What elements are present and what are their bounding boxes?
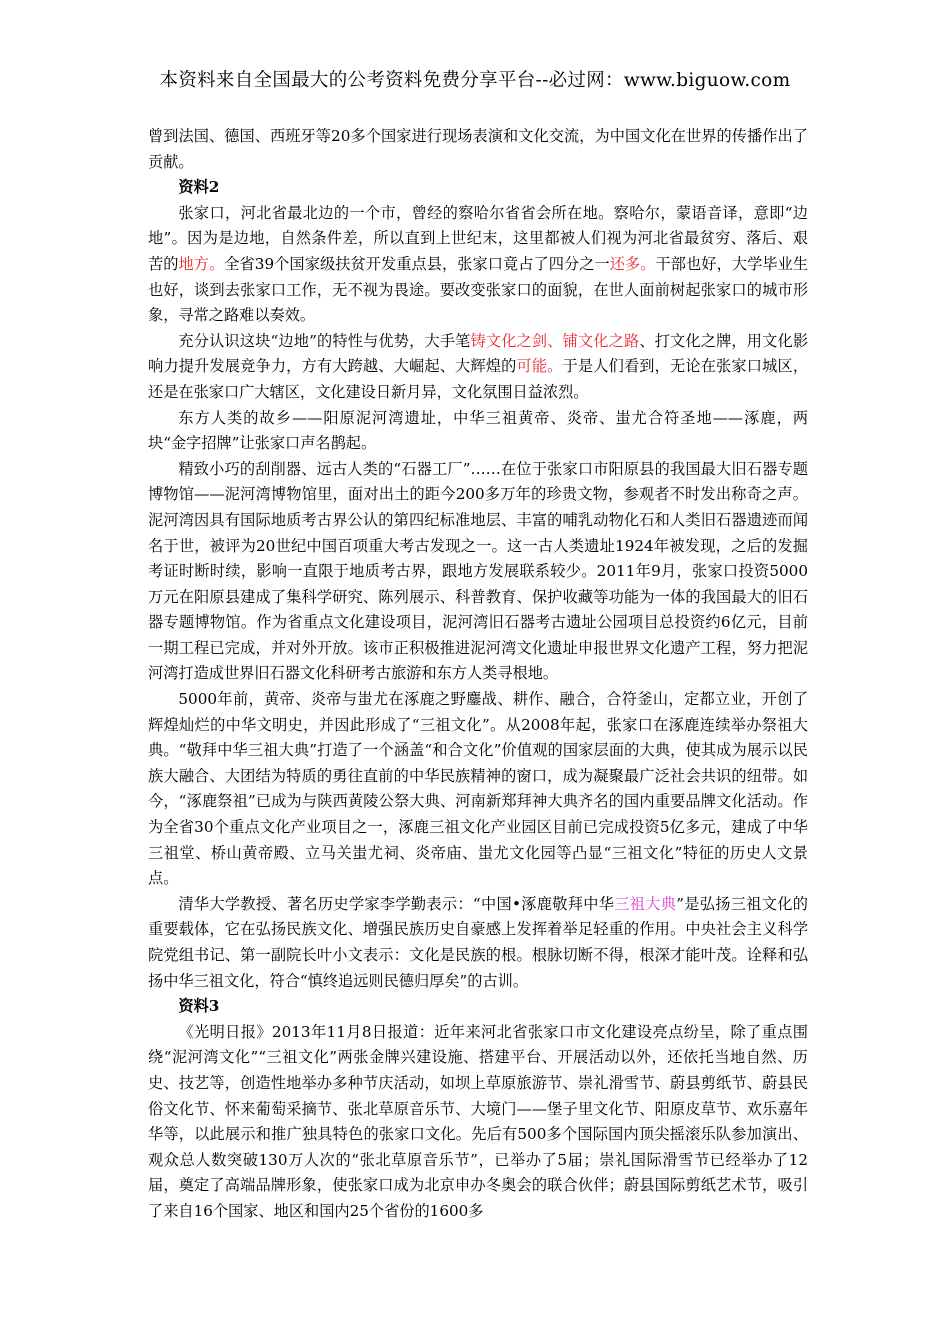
paragraph-1-text-c: 全省39个国家级扶贫开发重点县，张家口竟占了四分之一: [224, 254, 610, 273]
paragraph-4: 精致小巧的刮削器、远古人类的“石器工厂”……在位于张家口市阳原县的我国最大旧石器专题博物馆——泥河湾博物馆里，面对出土的距今200多万年的珍贵文物，参观者不时发出称奇之声。泥河湾因具有国际地质考古界公认的第四纪标准地层、丰富的哺乳动物化石和人类旧石器遗迹而闻名于世，被评为20世纪中国百项重大考古发现之一。这一古人类遗址1924年被发现，之后的发掘考证时断时续，影响一直限于地质考古界，跟地方发展联系较少。2011年9月，张家口投资5000万元在阳原县建成了集科学研究、陈列展示、科普教育、保护收藏等功能为一体的我国最大的旧石器专题博物馆。作为省重点文化建设项目，泥河湾旧石器考古遗址公园项目总投资约6亿元，目前一期工程已完成，并对外开放。该市正积极推进泥河湾文化遗址申报世界文化遗产工程，努力把泥河湾打造成世界旧石器文化科研考古旅游和东方人类寻根地。: [148, 459, 808, 683]
paragraph-2: [148, 329, 808, 406]
paragraph-1: [148, 201, 808, 329]
paragraph-1-text-e: 干部也好，大学毕业生也好，谈到去张家口工作，无不视为畏途。要改变张家口的面貌，在世人面前树起张家口的城市形象，寻常之路难以奏效。: [148, 254, 809, 325]
paragraph-6-text-c: ”是弘扬三祖文化的重要载体，它在弘扬民族文化、增强民族历史自豪感上发挥着举足轻重的作用。中央社会主义科学院党组书记、第一副院长叶小文表示：文化是民族的根。根脉切断不得，根深才能叶茂。诠释和弘扬中华三祖文化，符合“慎终追远则民德归厚矣”的古训。: [148, 894, 808, 990]
paragraph-2-text-c: 、打文化之牌，用文化影响力提升发展竞争力，方有大跨越、大崛起、大辉煌的: [148, 331, 809, 376]
highlight-haiduo: 还多。: [609, 254, 656, 273]
paragraph-3: 东方人类的故乡——阳原泥河湾遗址，中华三祖黄帝、炎帝、蚩尤合符圣地——涿鹿，两块“金字招牌”让张家口声名鹊起。: [148, 408, 808, 453]
paragraph-5: 5000年前，黄帝、炎帝与蚩尤在涿鹿之野鏖战、耕作、融合，合符釜山，定都立业，开创了辉煌灿烂的中华文明史，并因此形成了“三祖文化”。从2008年起，张家口在涿鹿连续举办祭祖大典。“敬拜中华三祖大典”打造了一个涵盖“和合文化”价值观的国家层面的大典，使其成为展示以民族大融合、大团结为特质的勇往直前的中华民族精神的窗口，成为凝聚最广泛社会共识的纽带。如今，“涿鹿祭祖”已成为与陕西黄陵公祭大典、河南新郑拜神大典齐名的国内重要品牌文化活动。作为全省30个重点文化产业项目之一，涿鹿三祖文化产业园区目前已完成投资5亿多元，建成了中华三祖堂、桥山黄帝殿、立马关蚩尤祠、炎帝庙、蚩尤文化园等凸显“三祖文化”特征的历史人文景点。: [148, 690, 808, 888]
page-header: 本资料来自全国最大的公考资料免费分享平台--必过网：www.biguow.com: [159, 70, 791, 91]
highlight-wenhua-jian: 铸文化之剑、铺文化之路: [470, 331, 640, 350]
intro-paragraph: 曾到法国、德国、西班牙等20多个国家进行现场表演和文化交流，为中国文化在世界的传播作出了贡献。: [148, 127, 808, 171]
highlight-sanzu-dadian: 三祖大典: [614, 894, 677, 913]
section-title-2: 资料2: [178, 178, 220, 197]
paragraph-7: 《光明日报》2013年11月8日报道：近年来河北省张家口市文化建设亮点纷呈，除了重点围绕“泥河湾文化”“三祖文化”两张金牌兴建设施、搭建平台、开展活动以外，还依托当地自然、历史、技艺等，创造性地举办多种节庆活动，如坝上草原旅游节、崇礼滑雪节、蔚县剪纸节、蔚县民俗文化节、怀来葡萄采摘节、张北草原音乐节、大境门——堡子里文化节、阳原皮草节、欢乐嘉年华等，以此展示和推广独具特色的张家口文化。先后有500多个国际国内顶尖摇滚乐队参加演出、观众总人数突破130万人次的“张北草原音乐节”，已举办了5届；崇礼国际滑雪节已经举办了12届，奠定了高端品牌形象，使张家口成为北京申办冬奥会的联合伙伴；蔚县国际剪纸艺术节，吸引了来自16个国家、地区和国内25个省份的1600多: [148, 1022, 808, 1220]
paragraph-2-text-a: 充分认识这块“边地”的特性与优势，大手笔: [178, 331, 471, 350]
paragraph-1-text-a: 张家口，河北省最北边的一个市，曾经的察哈尔省省会所在地。察哈尔，蒙语音译，意即“边地”。因为是边地，自然条件差，所以直到上世纪末，这里都被人们视为河北省最贫穷、落后、艰苦的: [148, 203, 808, 273]
document-body: [148, 124, 808, 1225]
paragraph-6-text-a: 清华大学教授、著名历史学家李学勤表示：“中国•涿鹿敬拜中华: [178, 894, 615, 913]
paragraph-2-text-e: 于是人们看到，无论在张家口城区，还是在张家口广大辖区，文化建设日新月异，文化氛围日益浓烈。: [148, 357, 809, 401]
highlight-difang: 地方。: [178, 254, 225, 273]
section-title-3: 资料3: [178, 997, 220, 1016]
highlight-keneng: 可能。: [516, 357, 563, 376]
paragraph-6: [148, 892, 808, 994]
